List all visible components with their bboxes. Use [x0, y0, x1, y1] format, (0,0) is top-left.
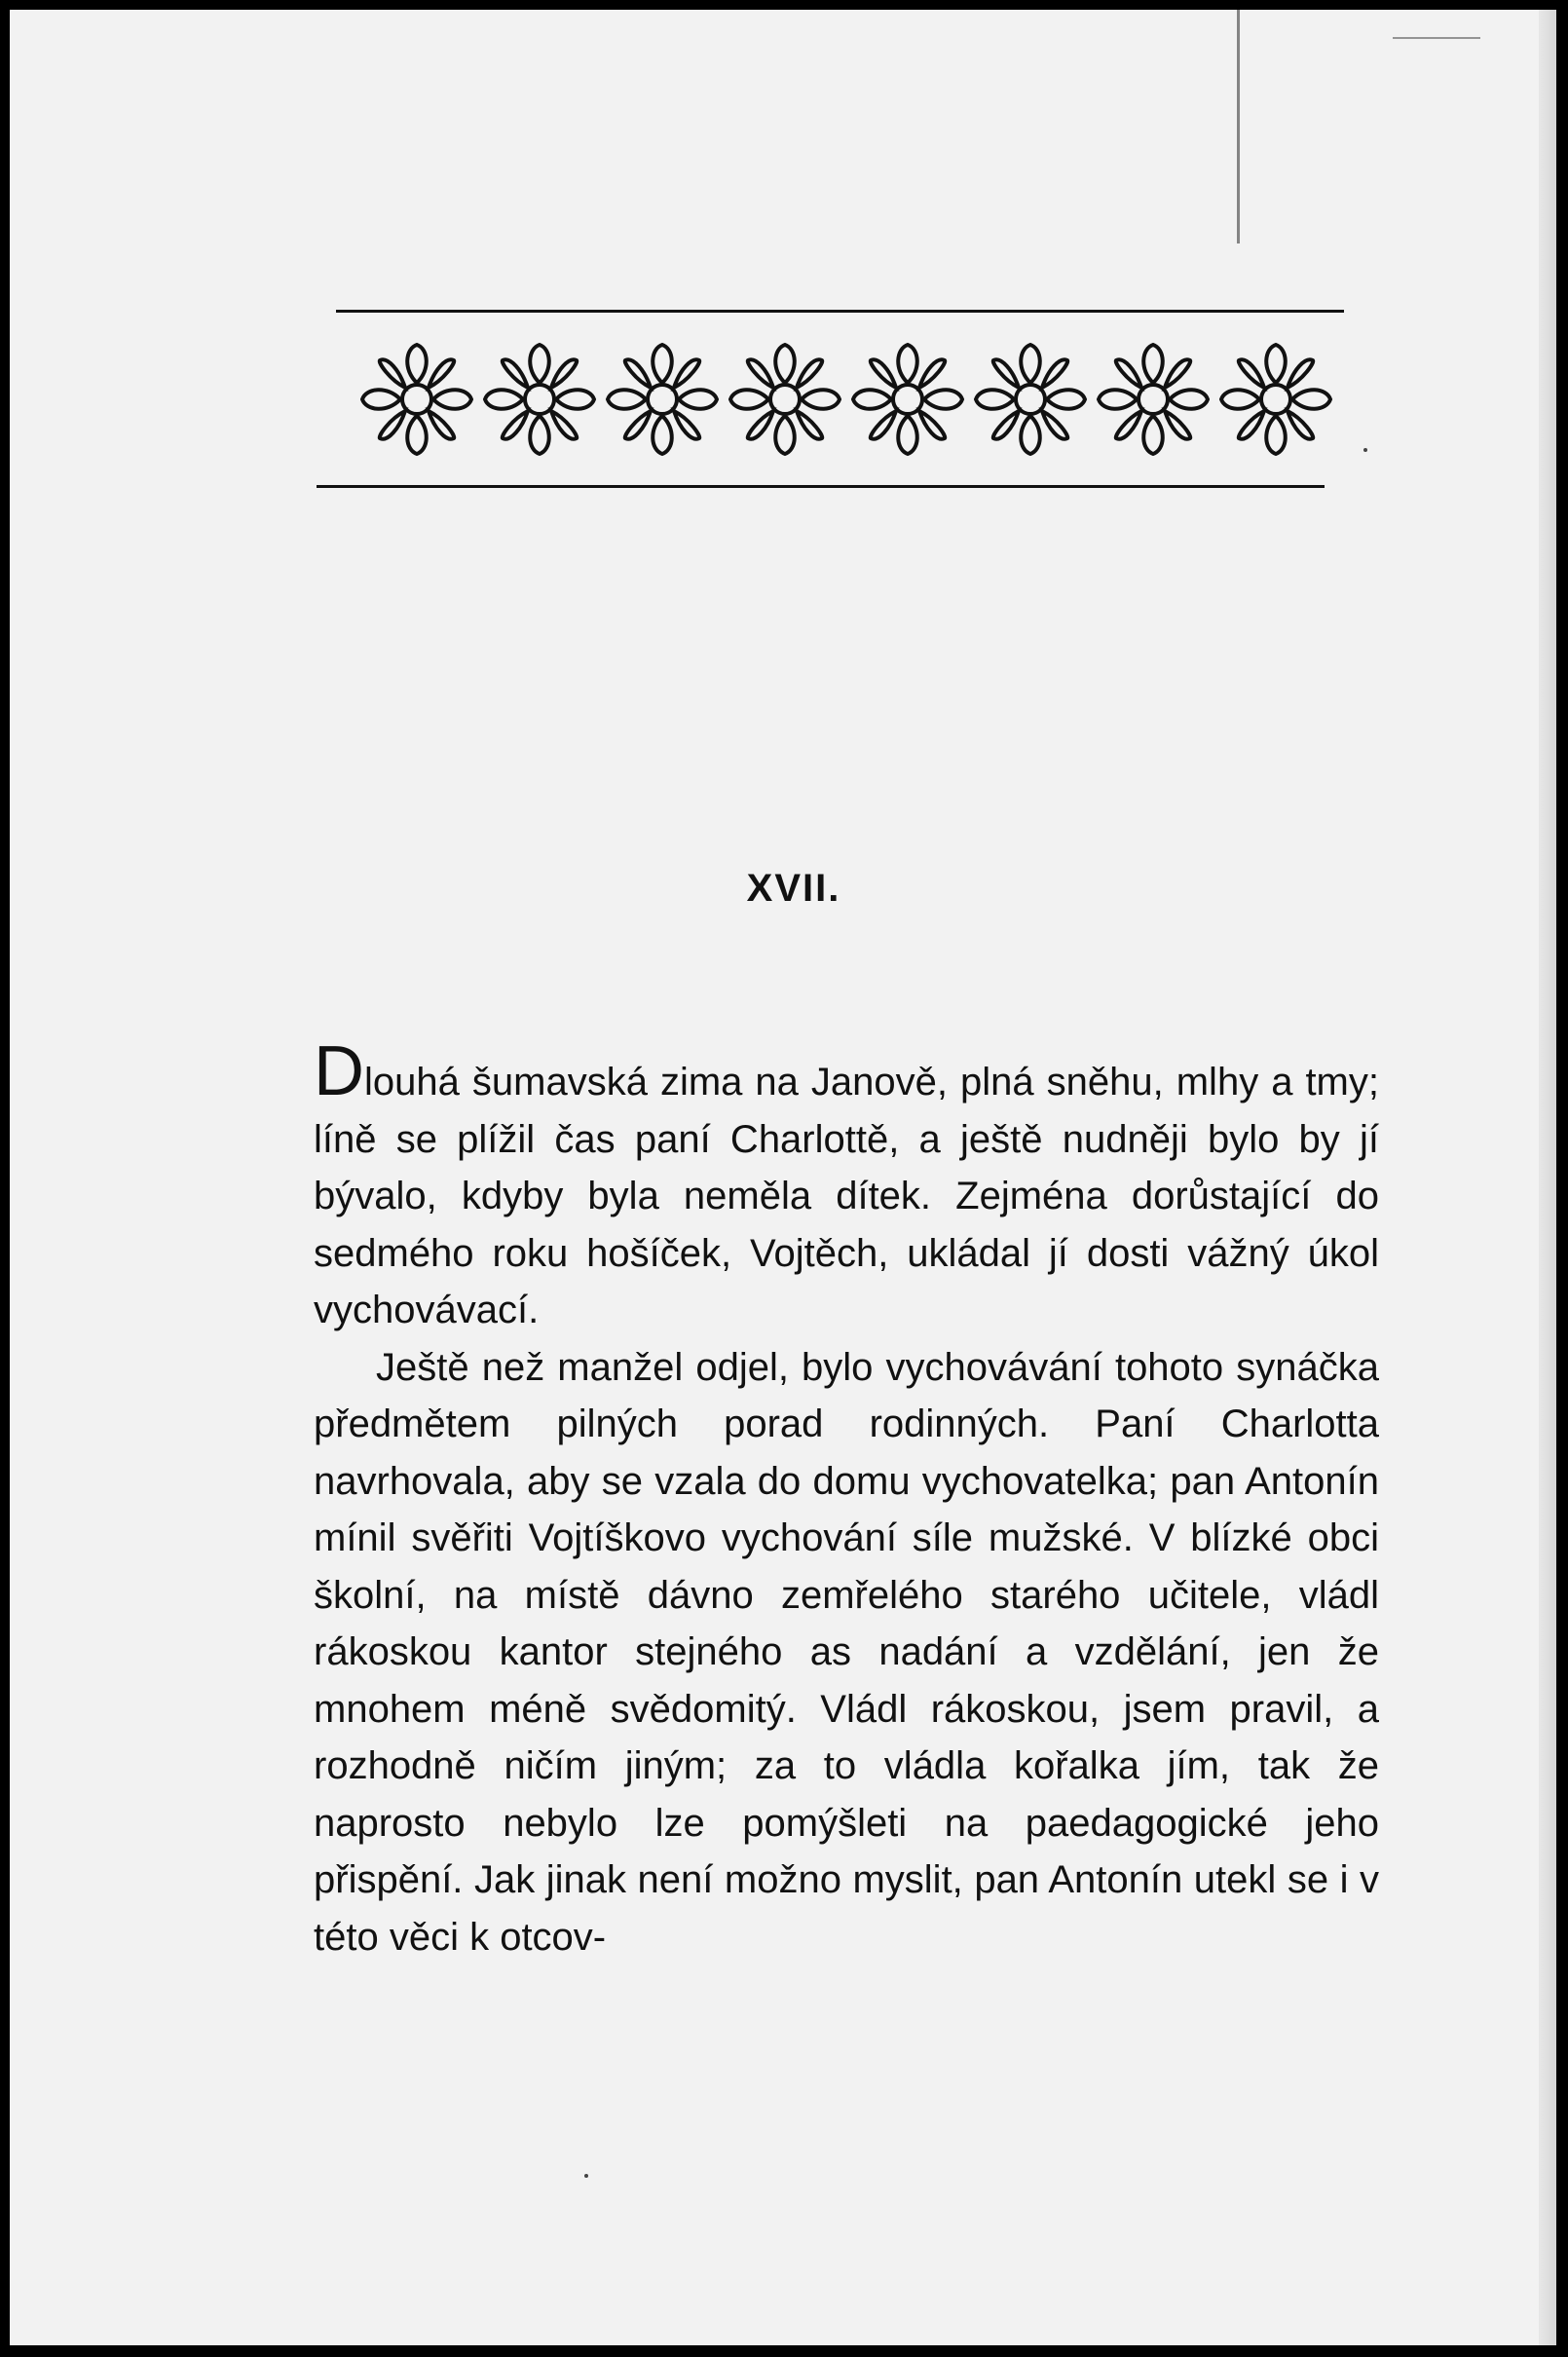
- body-text: [314, 1032, 1379, 1965]
- scan-speck: [584, 2174, 588, 2178]
- paper-sheet: [10, 10, 1556, 2345]
- flower-ornament-icon: [1221, 345, 1330, 454]
- page-edge-shadow: [1539, 10, 1556, 2345]
- bottom-rule: [317, 485, 1325, 488]
- flower-ornaments-icon: [355, 333, 1339, 466]
- paragraph-1-text: louhá šumavská zima na Janově, plná sněhu, mlhy a tmy; líně se plížil čas paní Charlottě, a ještě nudněji bylo by jí bývalo, kdyby byla neměla dítek. Zejména dorůstající do sedmého roku hošíček, Vojtěch, ukládal jí dosti vážný úkol vychovávací.: [314, 1061, 1379, 1331]
- decorative-ornament-band: [355, 333, 1339, 466]
- flower-ornament-icon: [976, 345, 1085, 454]
- flower-ornament-icon: [1099, 345, 1208, 454]
- top-rule: [336, 310, 1344, 313]
- flower-ornament-icon: [485, 345, 594, 454]
- chapter-heading: XVII.: [746, 867, 841, 910]
- flower-ornament-icon: [853, 345, 962, 454]
- flower-ornament-icon: [730, 345, 840, 454]
- scan-mark: [1237, 10, 1240, 243]
- scan-speck: [1363, 448, 1367, 452]
- scan-mark: [1393, 37, 1480, 39]
- flower-ornament-icon: [608, 345, 717, 454]
- flower-ornament-icon: [362, 345, 471, 454]
- paragraph-1: [314, 1032, 1379, 1339]
- drop-cap: D: [314, 1032, 364, 1110]
- paragraph-2: Ještě než manžel odjel, bylo vychovávání tohoto synáčka předmětem pilných porad rodinných. Paní Charlotta navrhovala, aby se vzala do domu vychovatelka; pan Antonín mínil svěřiti Vojtíškovo vychování síle mužské. V blízké obci školní, na místě dávno zemřelého starého učitele, vládl rákoskou kantor stejného as nadání a vzdělání, jen že mnohem méně svědomitý. Vládl rákoskou, jsem pravil, a rozhodně ničím jiným; za to vládla kořalka jím, tak že naprosto nebylo lze pomýšleti na paedagogické jeho přispění. Jak jinak není možno myslit, pan Antonín utekl se i v této věci k otcov-: [314, 1345, 1379, 1959]
